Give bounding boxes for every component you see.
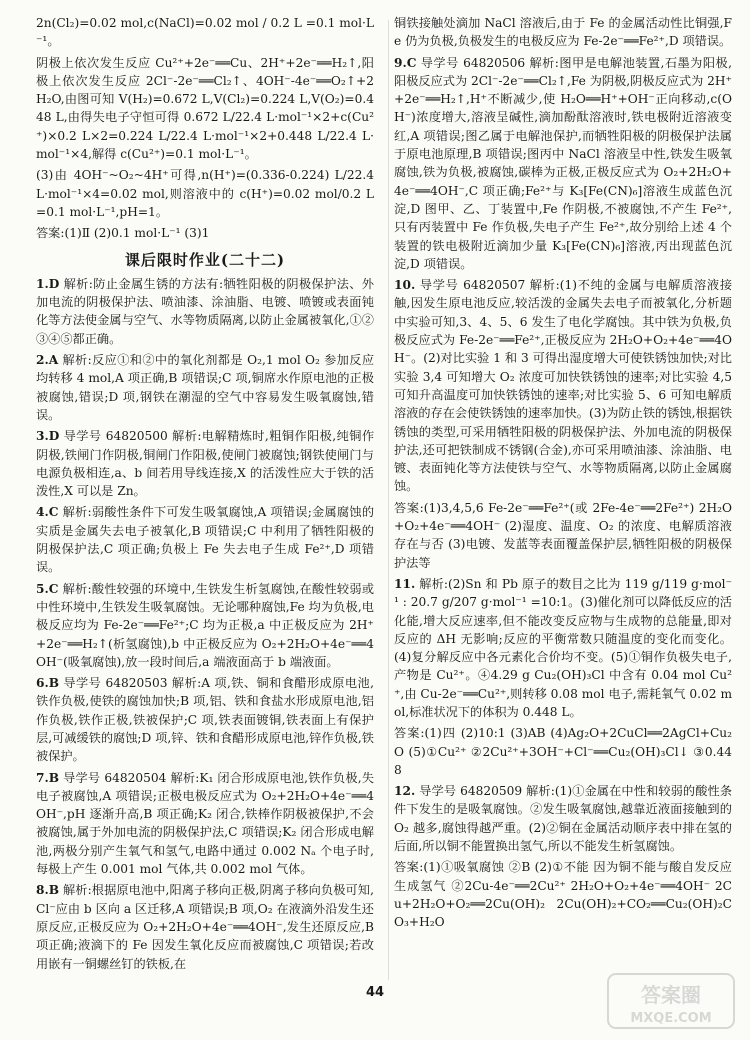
item-text: 解析:根据原电池中,阳离子移向正极,阴离子移向负极可知,Cl⁻应由 b 区向 a 区迁移,A 项错误;B 项,O₂ 在液滴外沿发生还原反应,正极反应为 O₂+2H₂O+4e⁻══4OH⁻,发生还原反应,B 项正确;液滴下的 Fe 因发生氧化反应而被腐蚀,C 项错误;若改用嵌有一铜螺丝钉的铁板,在 (36, 883, 375, 971)
svg-text:答案圈: 答案圈 (641, 983, 701, 1007)
answer-item (394, 575, 732, 721)
column-divider (388, 20, 389, 980)
answer-item (36, 275, 374, 348)
item-number: 5.C (36, 581, 59, 596)
intro-line: 阴极上依次发生反应 Cu²⁺+2e⁻══Cu、2H⁺+2e⁻══H₂↑,阳极上依次发生反应 2Cl⁻-2e⁻══Cl₂↑、4OH⁻-4e⁻══O₂↑+2H₂O,由图可知 V(H₂)=0.672 L,V(Cl₂)=0.224 L,V(O₂)=0.448 L,由得失电子守恒可得 0.672 L/22.4 L·mol⁻¹×2+c(Cu²⁺)×0.2 L×2=0.224 L/22.4 L·mol⁻¹×2+0.448 L/22.4 L·mol⁻¹×4,解得 c(Cu²⁺)=0.1 mol·L⁻¹。 (36, 55, 374, 162)
answer-item (36, 674, 374, 765)
answer-item (36, 427, 374, 500)
item-number: 7.B (36, 770, 60, 785)
page-number: 44 (365, 985, 385, 1000)
item-text: 导学号 64820500 解析:电解精炼时,粗铜作阳极,纯铜作阴极,铁闸门作阴极,铜闸门作阳极,使闸门被腐蚀;钢铁使闸门与电源负极相连,a、b 间若用导线连接,X 的活泼性应大于铁的活泼性,X 可以是 Zn。 (36, 429, 375, 499)
answer-item (394, 858, 732, 931)
intro-line: (3)由 4OH⁻~O₂~4H⁺可得,n(H⁺)=(0.336-0.224) L/22.4 L·mol⁻¹×4=0.02 mol,则溶液中的 c(H⁺)=0.02 mol/0.2 L=0.1 mol·L⁻¹,pH=1。 (36, 168, 374, 219)
item-number: 12. (394, 784, 416, 799)
item-text: 答案:(1)3,4,5,6 Fe-2e⁻══Fe²⁺(或 2Fe-4e⁻══2Fe²⁺) 2H₂O+O₂+4e⁻══4OH⁻ (2)湿度、温度、O₂ 的浓度、电解质溶液存在与否 (3)电镀、发蓝等表面覆盖保护层,牺牲阳极的阴极保护法等 (394, 500, 732, 570)
intro-line: 2n(Cl₂)=0.02 mol,c(NaCl)=0.02 mol / 0.2 L =0.1 mol·L⁻¹。 (36, 16, 374, 49)
answer-item (394, 54, 732, 274)
item-text: 解析:反应①和②中的氧化剂都是 O₂,1 mol O₂ 参加反应均转移 4 mol,A 项正确,B 项错误;C 项,铜席水作原电池的正极被腐蚀,错误;D 项,钢铁在潮湿的空气中容易发生吸氧腐蚀,错误。 (36, 353, 375, 422)
item-text: 解析:防止金属生锈的方法有:牺牲阳极的阴极保护法、外加电流的阴极保护法、喷油漆、涂油脂、电镀、喷镀或表面钝化等方法使金属与空气、水等物质隔离,以防止金属被氧化,①②③④⑤都正确。 (36, 276, 374, 346)
answer-item (36, 881, 374, 972)
answer-item (394, 276, 732, 496)
answer-item (394, 14, 732, 51)
answer-item (394, 499, 732, 572)
item-number: 6.B (36, 676, 60, 691)
item-text: 导学号 64820509 解析:(1)①金属在中性和较弱的酸性条件下发生的是吸氧腐蚀。②发生吸氧腐蚀,越靠近液面接触到的 O₂ 越多,腐蚀得越严重。(2)②铜在金属活动顺序表中排在氢的后面,所以铜不能置换出氢气,所以不能发生析氢腐蚀。 (394, 784, 733, 854)
item-number: 8.B (36, 883, 60, 898)
section-title: 课后限时作业(二十二) (124, 250, 286, 269)
item-text: 导学号 64820506 解析:图甲是电解池装置,石墨为阳极,阳极反应式为 2Cl⁻-2e⁻══Cl₂↑,Fe 为阴极,阴极反应式为 2H⁺+2e⁻══H₂↑,H⁺不断减少,使 H₂O══H⁺+OH⁻正向移动,c(OH⁻)浓度增大,溶液呈碱性,滴加酚酞溶液时,铁电极附近溶液变红,A 项错误;图乙属于电解池保护,而牺牲阳极的阴极保护法属于原电池原理,B 项错误;图丙中 NaCl 溶液呈中性,铁发生吸氧腐蚀,铁为负极,被腐蚀,碳棒为正极,正极反应式为 O₂+2H₂O+4e⁻══4OH⁻,C 项正确;Fe²⁺与 K₃[Fe(CN)₆]溶液生成蓝色沉淀,D 图甲、乙、丁装置中,Fe 作阴极,不被腐蚀,不产生 Fe²⁺,只有丙装置中 Fe 作负极,失电子产生 Fe²⁺,故分别给上述 4 个装置的铁电极附近滴加少量 K₃[Fe(CN)₆]溶液,丙出现蓝色沉淀,D 项错误。 (394, 55, 732, 271)
item-text: 答案:(1)四 (2)10:1 (3)AB (4)Ag₂O+2CuCl══2AgCl+Cu₂O (5)①Cu²⁺ ②2Cu²⁺+3OH⁻+Cl⁻══Cu₂(OH)₃Cl↓ ③0.448 (394, 726, 732, 777)
item-number: 1.D (36, 276, 60, 291)
item-text: 导学号 64820503 解析:A 项,铁、铜和食醋形成原电池,铁作负极,使铁的腐蚀加快;B 项,铝、铁和食盐水形成原电池,铝作负极,铁作正极,铁被保护;C 项,铁表面镀铜,铁表面上有保护层,可减缓铁的腐蚀;D 项,锌、铁和食醋形成原电池,锌作负极,铁被保护。 (36, 676, 374, 764)
item-text: 导学号 64820507 解析:(1)不纯的金属与电解质溶液接触,因发生原电池反应,较活泼的金属失去电子而被氧化,分析题中实验可知,3、4、5、6 发生了电化学腐蚀。其中铁为负极,负极反应式为 Fe-2e⁻══Fe²⁺,正极反应为 2H₂O+O₂+4e⁻══4OH⁻。(2)对比实验 1 和 3 可得出湿度增大可使铁锈蚀加快;对比实验 3,4 可知增大 O₂ 浓度可加快铁锈蚀的速率;对比实验 4,5 可知升高温度可加快铁锈蚀的速率;对比实验 5、6 可知电解质溶液的存在会使铁锈蚀的速率加快。(3)为防止铁的锈蚀,根据铁锈蚀的类型,可采用牺牲阳极的阴极保护法、外加电流的阴极保护法,还可把铁制成不锈钢(合金),亦可采用喷油漆、涂油脂、电镀、表面钝化等方法使铁与空气、水等物质隔离,以防止金属腐蚀。 (394, 278, 733, 494)
item-text: 解析:(2)Sn 和 Pb 原子的数目之比为 119 g/119 g·mol⁻¹ : 20.7 g/207 g·mol⁻¹ =10:1。(3)催化剂可以降低反应的活化能,增大反应速率,但不能改变反应物与生成物的总能量,即对反应的 ΔH 无影响;反应的平衡常数只随温度的变化而变化。(4)复分解反应中各元素化合价均不变。(5)①铜作负极失电子,产物是 Cu²⁺。④4.29 g Cu₂(OH)₃Cl 中含有 0.04 mol Cu²⁺,由 Cu-2e⁻══Cu²⁺,则转移 0.08 mol 电子,需耗氧气 0.02 mol,标准状况下的体积为 0.448 L。 (394, 576, 732, 719)
answer-item (36, 769, 374, 879)
item-number: 4.C (36, 505, 59, 520)
answer-item (36, 580, 374, 671)
left-column (36, 14, 374, 976)
item-number: 3.D (36, 429, 60, 444)
watermark-logo (606, 972, 736, 1030)
svg-text:MXQE.COM: MXQE.COM (630, 1011, 712, 1026)
item-number: 2.A (36, 353, 59, 368)
right-column (394, 14, 732, 935)
item-text: 导学号 64820504 解析:K₁ 闭合形成原电池,铁作负极,失电子被腐蚀,A 项错误;正极电极反应式为 O₂+2H₂O+4e⁻══4OH⁻,pH 逐渐升高,B 项正确;K₂ 闭合,铁棒作阴极被保护,不会被腐蚀,属于外加电流的阴极保护法,C 项错误;K₂ 闭合形成电解池,两极分别产生氧气和氢气,电路中通过 0.002 Nₐ 个电子时,每极上产生 0.001 mol 气体,共 0.002 mol 气体。 (36, 770, 375, 877)
item-text: 解析:弱酸性条件下可发生吸氧腐蚀,A 项错误;金属腐蚀的实质是金属失去电子被氧化,B 项错误;C 中利用了牺牲阳极的阴极保护法,C 项正确;负极上 Fe 失去电子生成 Fe²⁺,D 项错误。 (36, 505, 375, 575)
item-text: 铜铁接触处滴加 NaCl 溶液后,由于 Fe 的金属活动性比铜强,Fe 仍为负极,负极发生的电极反应为 Fe-2e⁻══Fe²⁺,D 项错误。 (394, 16, 732, 49)
answer-item (36, 503, 374, 576)
answer-item (394, 724, 732, 779)
answer-item (36, 351, 374, 424)
item-text: 解析:酸性较强的环境中,生铁发生析氢腐蚀,在酸性较弱或中性环境中,生铁发生吸氧腐蚀。无论哪种腐蚀,Fe 均为负极,电极反应均为 Fe-2e⁻══Fe²⁺;C 均为正极,a 中正极反应为 2H⁺+2e⁻══H₂↑(析氢腐蚀),b 中正极反应为 O₂+2H₂O+4e⁻══4OH⁻(吸氧腐蚀),放一段时间后,a 端液面高于 b 端液面。 (36, 581, 375, 669)
answer-item (394, 782, 732, 855)
intro-answer: 答案:(1)Ⅱ (2)0.1 mol·L⁻¹ (3)1 (36, 226, 210, 241)
item-number: 10. (394, 278, 416, 293)
item-number: 9.C (394, 55, 417, 70)
item-text: 答案:(1)①吸氧腐蚀 ②B (2)①不能 因为铜不能与酸自发反应生成氢气 ②2Cu-4e⁻══2Cu²⁺ 2H₂O+O₂+4e⁻══4OH⁻ 2Cu+2H₂O+O₂══2Cu(OH)₂ 2Cu(OH)₂+CO₂══Cu₂(OH)₂CO₃+H₂O (394, 860, 732, 930)
item-number: 11. (394, 576, 416, 591)
